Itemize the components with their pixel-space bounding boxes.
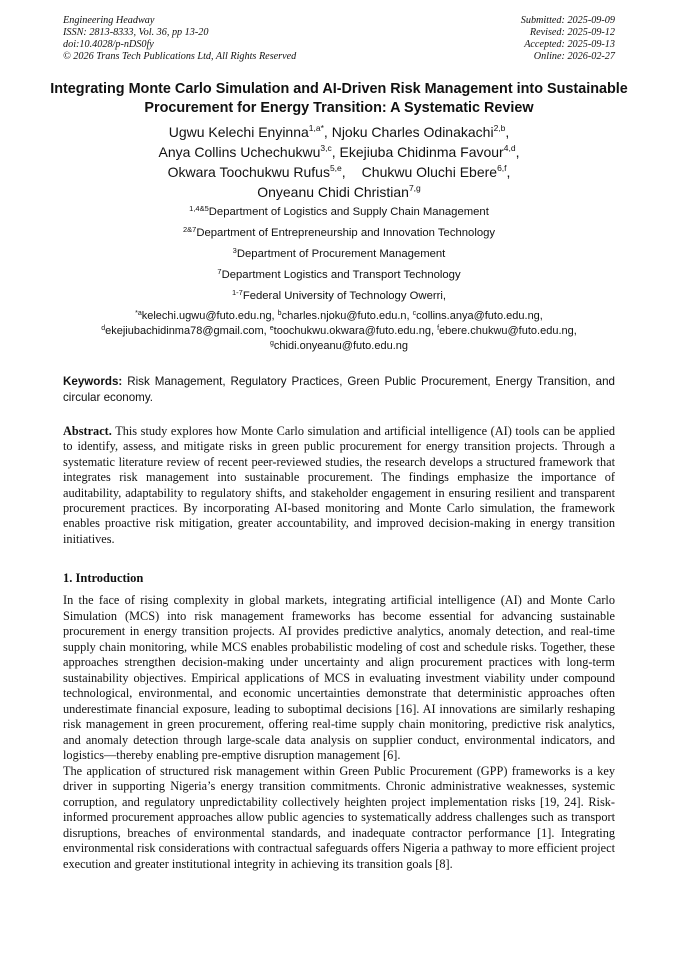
author-name: Okwara Toochukwu Rufus <box>167 164 330 180</box>
keywords-text: Risk Management, Regulatory Practices, Green Public Procurement, Energy Transition, and circular economy. <box>63 375 615 404</box>
author-name: Anya Collins Uchechukwu <box>158 144 321 160</box>
email-sup: c <box>412 310 417 317</box>
author-line <box>40 122 638 142</box>
author-name: Chukwu Oluchi Ebere <box>361 164 498 180</box>
email-sup: g <box>269 340 274 347</box>
keywords <box>63 374 615 405</box>
affiliation-text: Department of Logistics and Supply Chain Management <box>208 206 489 218</box>
journal-name: Engineering Headway <box>63 15 155 26</box>
author-sup: 4,d <box>503 143 516 153</box>
abstract-text: This study explores how Monte Carlo simulation and artificial intelligence (AI) tools can be applied to identify, assess, and mitigate risks in green public procurement for energy transition projects. Through a systematic literature review of recent peer-reviewed studies, the research develops a structured framework that integrates risk management into sustainable procurement. The findings emphasize the importance of auditability, adaptability to regulatory shifts, and stakeholder engagement in ensuring resilient and transparent procurement practices. By incorporating AI-based monitoring and Monte Carlo simulation, the framework enables proactive risk mitigation, greater accountability, and improved decision-making in energy transition initiatives. <box>63 424 615 546</box>
accepted-date: Accepted: 2025-09-13 <box>524 39 615 50</box>
author-sup: 7,g <box>408 183 421 193</box>
author-name: Onyeanu Chidi Christian <box>257 184 409 200</box>
submitted-date: Submitted: 2025-09-09 <box>520 15 615 26</box>
author-name: Ekejiuba Chidinma Favour <box>339 144 504 160</box>
publication-dates <box>521 15 615 63</box>
affiliation-sup: 2&7 <box>182 225 197 234</box>
author-sup: 2,b <box>493 123 506 133</box>
email-link[interactable]: ebere.chukwu@futo.edu.ng, <box>439 325 577 337</box>
email-link[interactable]: collins.anya@futo.edu.ng, <box>416 310 543 322</box>
author-list <box>40 122 638 202</box>
email-link[interactable]: chidi.onyeanu@futo.edu.ng <box>273 340 408 352</box>
author-sep: , <box>506 164 511 180</box>
paper-title: Integrating Monte Carlo Simulation and AI-Driven Risk Management into Sustainable Procurement for Energy Transition: A Systematic Review <box>50 81 628 116</box>
author-name: Ugwu Kelechi Enyinna <box>168 124 309 140</box>
author-sup: 1,a* <box>308 123 324 133</box>
author-sep: , <box>323 124 332 140</box>
email-sup: d <box>101 325 106 332</box>
online-date: Online: 2026-02-27 <box>533 51 615 62</box>
issn-line: ISSN: 2813-8333, Vol. 36, pp 13-20 <box>63 27 209 38</box>
affiliation-sup: 7 <box>217 267 222 276</box>
affiliation <box>40 246 638 267</box>
revised-date: Revised: 2025-09-12 <box>529 27 615 38</box>
affiliation <box>40 225 638 246</box>
email-sup: *a <box>135 310 142 317</box>
email-link[interactable]: ekejiubachidinma78@gmail.com, <box>105 325 270 337</box>
author-line <box>40 162 638 182</box>
affiliation <box>40 204 638 225</box>
email-sup: b <box>277 310 282 317</box>
affiliation-text: Federal University of Technology Owerri, <box>242 290 447 302</box>
affiliation-sup: 3 <box>232 246 237 255</box>
author-sep: , <box>331 144 340 160</box>
doi-link[interactable]: doi:10.4028/p-nDS0fy <box>63 39 154 50</box>
email-sup: f <box>437 325 440 332</box>
email-list <box>40 309 638 354</box>
copyright-line: © 2026 Trans Tech Publications Ltd, All Rights Reserved <box>63 51 297 62</box>
abstract <box>63 424 615 547</box>
email-sup: e <box>269 325 274 332</box>
abstract-label: Abstract. <box>63 424 112 438</box>
author-line <box>40 142 638 162</box>
affiliation-list <box>40 204 638 309</box>
author-sup: 3,c <box>320 143 332 153</box>
author-sep: , <box>515 144 520 160</box>
author-line <box>40 182 638 202</box>
section-heading: 1. Introduction <box>63 571 144 585</box>
email-line <box>40 309 638 324</box>
journal-info <box>63 15 296 63</box>
section-body <box>63 593 615 872</box>
email-link[interactable]: charles.njoku@futo.edu.n, <box>281 310 413 322</box>
author-sup: 5,e <box>329 163 342 173</box>
affiliation-sup: 1-7 <box>231 288 243 297</box>
paragraph: The application of structured risk management within Green Public Procurement (GPP) frameworks is a key driver in supporting Nigeria’s energy transition commitments. Chronic administrative weaknesses, systemic corruption, and regulatory unpredictability collectively heighten project implementation risks [19, 24]. Risk-informed procurement approaches allow public agencies to systematically address challenges such as transport disruptions, breaches of environmental standards, and inadequate contractor performance [1]. Integrating environmental risk considerations with contractual safeguards offers Nigeria a pathway to more efficient project execution and greater institutional integrity in achieving its transition goals [8]. <box>63 763 615 871</box>
affiliation-text: Department of Entrepreneurship and Innovation Technology <box>196 227 496 239</box>
email-link[interactable]: toochukwu.okwara@futo.edu.ng, <box>273 325 438 337</box>
affiliation-text: Department of Procurement Management <box>236 248 446 260</box>
author-sep: , <box>505 124 510 140</box>
author-sep: , <box>341 164 346 180</box>
author-sup: 6,f <box>497 163 507 173</box>
email-link[interactable]: kelechi.ugwu@futo.edu.ng, <box>141 310 278 322</box>
affiliation <box>40 267 638 288</box>
affiliation <box>40 288 638 309</box>
affiliation-text: Department Logistics and Transport Technology <box>221 269 461 281</box>
email-line <box>40 339 638 354</box>
keywords-label: Keywords: <box>63 375 123 388</box>
affiliation-sup: 1,4&5 <box>189 204 209 213</box>
email-line <box>40 324 638 339</box>
author-name: Njoku Charles Odinakachi <box>331 124 494 140</box>
paragraph: In the face of rising complexity in global markets, integrating artificial intelligence (AI) and Monte Carlo Simulation (MCS) into risk management frameworks has become essential for advancing sustainable procurement in energy transition projects. AI provides predictive analytics, anomaly detection, and real-time supply chain monitoring, while MCS enables probabilistic modeling of cost and schedule risks. Together, these approaches strengthen decision-making under uncertainty and align procurement practices with long-term sustainability objectives. Empirical applications of MCS in evaluating investment viability under compound technological, environmental, and economic uncertainties demonstrate that deterministic approaches often underestimate financial exposure, leading to suboptimal decisions [16]. AI innovations are similarly reshaping risk management in green procurement, offering real-time supply chain monitoring, predictive risk analytics, and anomaly detection through large-scale data analysis on supplier conduct, environmental indicators, and logistics—thereby enabling pre-emptive disruption management [6]. <box>63 593 615 762</box>
